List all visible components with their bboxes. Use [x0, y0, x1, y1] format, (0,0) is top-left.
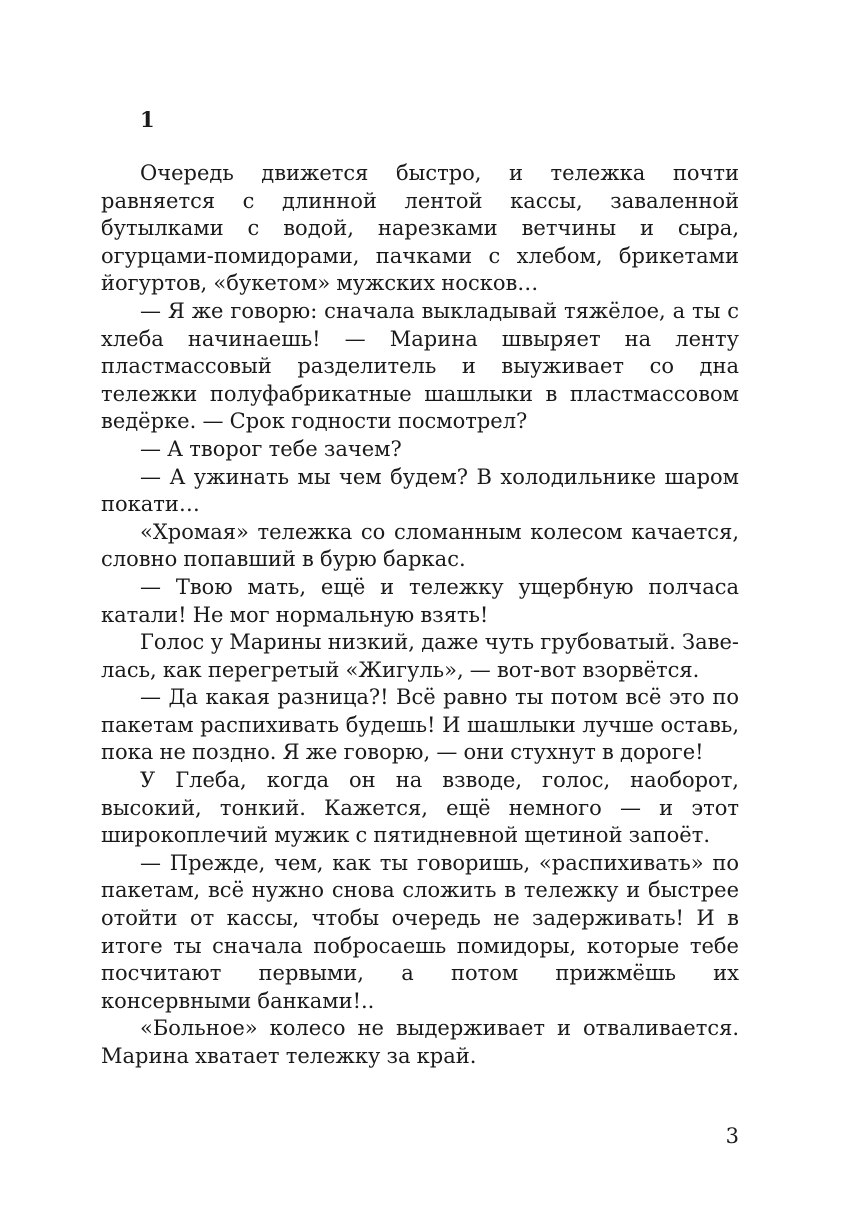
paragraph: У Глеба, когда он на взводе, голос, наоборот, высокий, тонкий. Кажется, ещё немного — и этот широкоплечий мужик с пятидневной щетиной запоёт.: [101, 768, 739, 848]
chapter-text: [101, 160, 739, 1071]
paragraph: — Прежде, чем, как ты говоришь, «распихивать» по пакетам, всё нужно снова сложить в тележку и быстрее отойти от кассы, чтобы очередь не задерживать! И в итоге ты сначала побросаешь помидоры, которые тебе посчитают первыми, а потом прижмёшь их консервными банками!..: [101, 850, 739, 1013]
paragraph: Очередь движется быстро, и тележка почти равняется с длинной лентой кассы, заваленной бутылками с водой, нарезками ветчины и сыра, огурцами-помидорами, пачками с хлебом, брикетами йогуртов, «букетом» мужских носков…: [101, 161, 739, 296]
chapter-number: 1: [140, 107, 155, 132]
paragraph: — Я же говорю: сначала выкладывай тяжёлое, а ты с хлеба начинаешь! — Марина швыряет на ленту пластмассовый разделитель и выуживает со дна тележки полуфабрикатные шашлыки в пластмассовом ведёрке. — Срок годности посмотрел?: [101, 298, 739, 434]
paragraph: «Хромая» тележка со сломанным колесом качается, словно попавший в бурю баркас.: [101, 519, 739, 572]
paragraph: «Больное» колесо не выдерживает и отваливается. Марина хватает тележку за край.: [101, 1016, 739, 1068]
paragraph: — Да какая разница?! Всё равно ты потом всё это по пакетам распихивать будешь! И шашлыки лучше оставь, пока не поздно. Я же говорю, — они стухнут в дороге!: [101, 685, 739, 765]
page-number: 3: [725, 1124, 739, 1148]
paragraph: — А творог тебе зачем?: [140, 436, 402, 461]
paragraph: — Твою мать, ещё и тележку ущербную полчаса катали! Не мог нормальную взять!: [101, 574, 739, 627]
paragraph: Голос у Марины низкий, даже чуть грубоватый. Завелась, как перегретый «Жигуль», — вот-вот взорвётся.: [101, 630, 739, 682]
book-page: [101, 0, 739, 1211]
paragraph: — А ужинать мы чем будем? В холодильнике шаром покати…: [101, 464, 739, 517]
